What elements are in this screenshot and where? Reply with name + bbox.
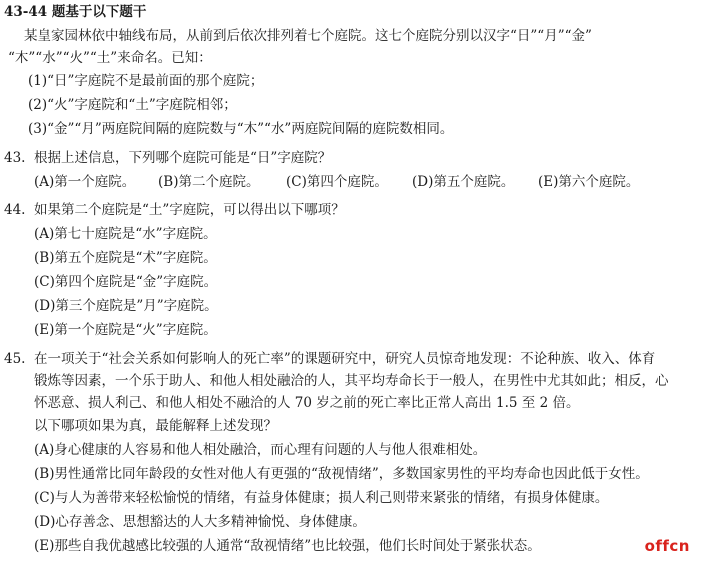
- q45-question: 以下哪项如果为真，最能解释上述发现？: [34, 418, 277, 434]
- q45-passage-2: 锻炼等因素，一个乐于助人、和他人相处融洽的人，其平均寿命长于一般人，在男性中尤其如此；相反，心: [34, 373, 669, 389]
- q44-question: 如果第二个庭院是“土”字庭院，可以得出以下哪项？: [34, 202, 345, 218]
- section-header: 43-44 题基于以下题干: [4, 4, 147, 20]
- q45-passage-3: 怀恶意、损人利己、和他人相处不融洽的人 70 岁之前的死亡率比正常人高出 1.5 至 2 倍。: [34, 395, 580, 411]
- condition-2: (2)“火”字庭院和“土”字庭院相邻；: [28, 97, 237, 113]
- q44-number: 44.: [4, 202, 26, 218]
- q45-passage-1: 在一项关于“社会关系如何影响人的死亡率”的课题研究中，研究人员惊奇地发现：不论种族、收入、体育: [34, 351, 656, 367]
- q45-option-e[interactable]: (E)那些自我优越感比较强的人通常“敌视情绪”也比较强，他们长时间处于紧张状态。: [34, 538, 541, 554]
- q45-option-c[interactable]: (C)与人为善带来轻松愉悦的情绪，有益身体健康；损人利己则带来紧张的情绪，有损身体健康。: [34, 490, 609, 506]
- offcn-watermark: offcn: [644, 537, 690, 555]
- q43-option-a[interactable]: (A)第一个庭院。: [34, 174, 136, 190]
- q45-option-d[interactable]: (D)心存善念、思想豁达的人大多精神愉悦、身体健康。: [34, 514, 366, 530]
- q43-question: 根据上述信息，下列哪个庭院可能是“日”字庭院？: [34, 150, 332, 166]
- q43-option-d[interactable]: (D)第五个庭院。: [412, 174, 515, 190]
- q43-option-b[interactable]: (B)第二个庭院。: [158, 174, 260, 190]
- q43-number: 43.: [4, 150, 26, 166]
- stem-line-1: 某皇家园林依中轴线布局，从前到后依次排列着七个庭院。这七个庭院分别以汉字“日”“月”“金”: [24, 28, 592, 44]
- q44-option-d[interactable]: (D)第三个庭院是”月”字庭院。: [34, 298, 218, 314]
- q43-option-c[interactable]: (C)第四个庭院。: [286, 174, 388, 190]
- q44-option-a[interactable]: (A)第七十庭院是“水”字庭院。: [34, 226, 217, 242]
- condition-1: (1)“日”字庭院不是最前面的那个庭院；: [28, 73, 264, 89]
- condition-3: (3)“金”“月”两庭院间隔的庭院数与“木”“水”两庭院间隔的庭院数相同。: [28, 121, 454, 137]
- q45-option-a[interactable]: (A)身心健康的人容易和他人相处融洽，而心理有问题的人与他人很难相处。: [34, 442, 487, 458]
- q45-option-b[interactable]: (B)男性通常比同年龄段的女性对他人有更强的“敌视情绪”，多数国家男性的平均寿命也因此低于女性。: [34, 466, 649, 482]
- q45-number: 45.: [4, 351, 26, 367]
- q44-option-c[interactable]: (C)第四个庭院是“金”字庭院。: [34, 274, 218, 290]
- q44-option-e[interactable]: (E)第一个庭院是“火”字庭院。: [34, 322, 217, 338]
- q44-option-b[interactable]: (B)第五个庭院是“术”字庭院。: [34, 250, 217, 266]
- q43-option-e[interactable]: (E)第六个庭院。: [538, 174, 640, 190]
- stem-line-2: “木”“水”“火”“土”来命名。已知：: [8, 50, 212, 66]
